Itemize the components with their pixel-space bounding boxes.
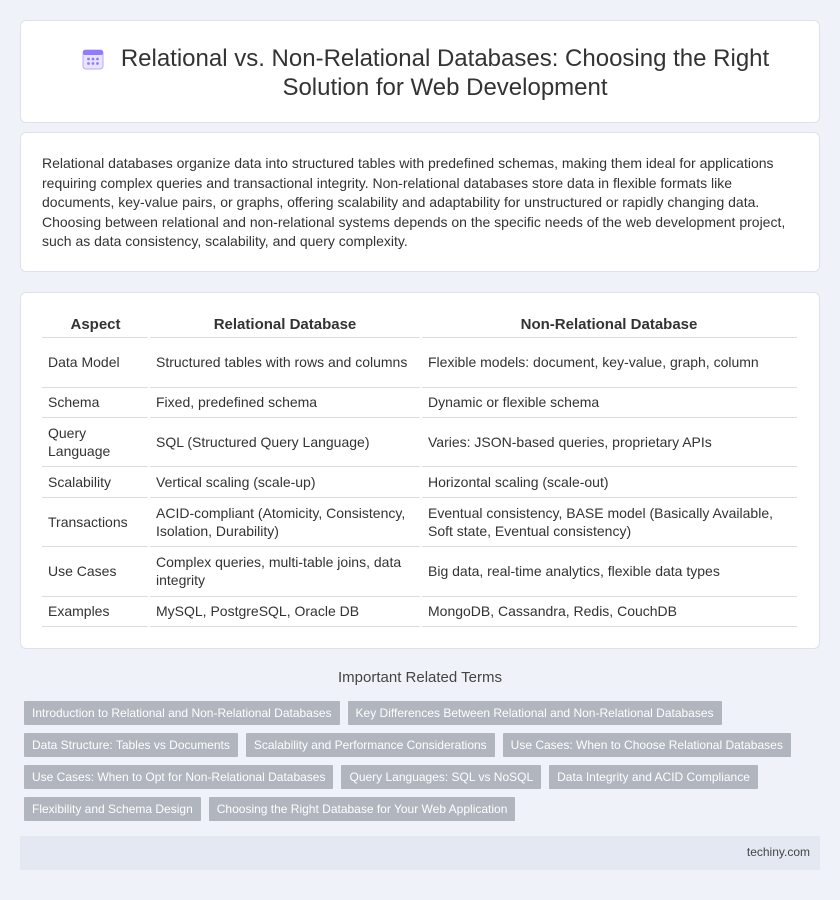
related-term-tag[interactable]: Flexibility and Schema Design [24, 797, 201, 821]
table-row [42, 337, 797, 387]
cell-relational: ACID-compliant (Atomicity, Consistency, Isolation, Durability) [149, 497, 421, 546]
cell-non-relational: Flexible models: document, key-value, graph, column [421, 337, 797, 387]
title-card [20, 20, 820, 123]
cell-aspect: Data Model [42, 337, 149, 387]
cell-relational: Structured tables with rows and columns [149, 337, 421, 387]
comparison-table [42, 313, 797, 627]
related-term-tag[interactable]: Use Cases: When to Opt for Non-Relational Databases [24, 765, 333, 789]
table-row [42, 596, 797, 626]
cell-non-relational: Horizontal scaling (scale-out) [421, 466, 797, 497]
cell-relational: Vertical scaling (scale-up) [149, 466, 421, 497]
cell-relational: Complex queries, multi-table joins, data integrity [149, 546, 421, 596]
cell-non-relational: Varies: JSON-based queries, proprietary APIs [421, 417, 797, 466]
related-term-tag[interactable]: Introduction to Relational and Non-Relational Databases [24, 701, 340, 725]
table-row [42, 387, 797, 417]
related-term-tag[interactable]: Use Cases: When to Choose Relational Databases [503, 733, 791, 757]
cell-non-relational: MongoDB, Cassandra, Redis, CouchDB [421, 596, 797, 626]
cell-relational: SQL (Structured Query Language) [149, 417, 421, 466]
cell-aspect: Transactions [42, 497, 149, 546]
cell-aspect: Examples [42, 596, 149, 626]
related-terms-heading: Important Related Terms [338, 669, 502, 686]
cell-non-relational: Dynamic or flexible schema [421, 387, 797, 417]
cell-aspect: Query Language [42, 417, 149, 466]
cell-aspect: Scalability [42, 466, 149, 497]
header-non-relational: Non-Relational Database [421, 313, 797, 337]
table-row [42, 497, 797, 546]
cell-relational: MySQL, PostgreSQL, Oracle DB [149, 596, 421, 626]
intro-paragraph: Relational databases organize data into structured tables with predefined schemas, making them ideal for applications requiring complex queries and transactional integrity. Non-relational databases store data in flexible formats like documents, key-value pairs, or graphs, offering scalability and adaptability for unstructured or rapidly changing data. Choosing between relational and non-relational systems depends on the specific needs of the web development project, such as data consistency, scalability, and query complexity. [42, 155, 786, 250]
cell-relational: Fixed, predefined schema [149, 387, 421, 417]
footer [20, 836, 820, 870]
page-title: Relational vs. Non-Relational Databases: Choosing the Right Solution for Web Development [120, 45, 770, 101]
table-header-row [42, 313, 797, 337]
cell-non-relational: Eventual consistency, BASE model (Basically Available, Soft state, Eventual consistency) [421, 497, 797, 546]
header-relational: Relational Database [149, 313, 421, 337]
table-row [42, 546, 797, 596]
footer-site-link[interactable]: techiny.com [746, 845, 810, 859]
cell-aspect: Use Cases [42, 546, 149, 596]
cell-non-relational: Big data, real-time analytics, flexible data types [421, 546, 797, 596]
table-row [42, 466, 797, 497]
related-term-tag[interactable]: Query Languages: SQL vs NoSQL [341, 765, 541, 789]
related-term-tag[interactable]: Scalability and Performance Considerations [246, 733, 495, 757]
related-term-tag[interactable]: Data Structure: Tables vs Documents [24, 733, 238, 757]
header-aspect: Aspect [42, 313, 149, 337]
related-term-tag[interactable]: Key Differences Between Relational and Non-Relational Databases [348, 701, 722, 725]
table-row [42, 417, 797, 466]
related-terms-list [24, 701, 804, 821]
related-term-tag[interactable]: Data Integrity and ACID Compliance [549, 765, 758, 789]
cell-aspect: Schema [42, 387, 149, 417]
intro-card [20, 132, 820, 272]
related-term-tag[interactable]: Choosing the Right Database for Your Web Application [209, 797, 516, 821]
